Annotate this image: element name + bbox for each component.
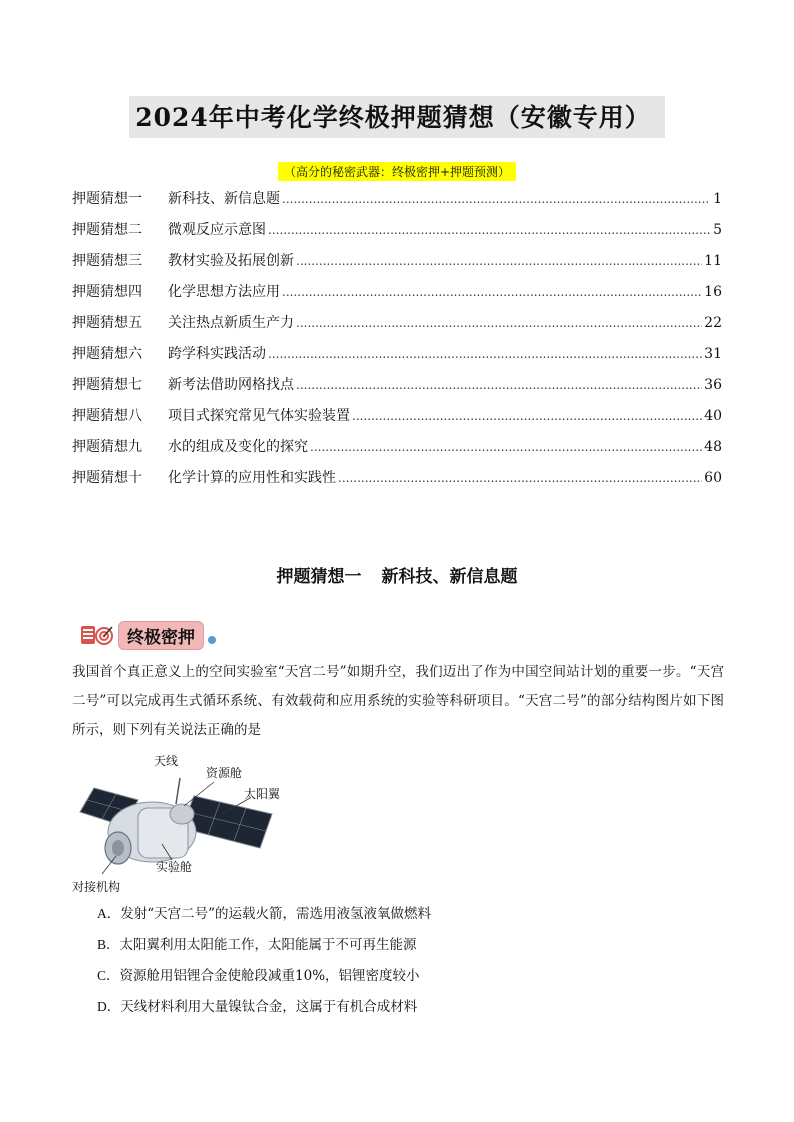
toc-leader-dots xyxy=(338,471,702,485)
toc-title: 新科技、新信息题 xyxy=(168,191,280,207)
option-key: A． xyxy=(97,906,121,921)
toc-label: 押题猜想九 xyxy=(72,439,142,455)
option-b[interactable] xyxy=(97,929,717,960)
toc-row[interactable] xyxy=(72,405,722,436)
toc-label: 押题猜想七 xyxy=(72,377,142,393)
section-label: 押题猜想一 xyxy=(276,567,362,587)
figure-label-solar-wing: 太阳翼 xyxy=(244,787,281,801)
toc-label: 押题猜想八 xyxy=(72,408,142,424)
toc-leader-dots xyxy=(296,316,702,330)
option-a[interactable] xyxy=(97,898,717,929)
title-container xyxy=(0,96,794,138)
figure-label-antenna: 天线 xyxy=(154,754,179,768)
toc-page-number: 31 xyxy=(704,346,722,362)
toc-title: 微观反应示意图 xyxy=(168,222,266,238)
toc-title: 项目式探究常见气体实验装置 xyxy=(168,408,350,424)
section-banner xyxy=(80,621,216,649)
toc-row[interactable] xyxy=(72,281,722,312)
option-text: 发射“天宫二号”的运载火箭，需选用液氢液氧做燃料 xyxy=(120,906,432,922)
toc-label: 押题猜想二 xyxy=(72,222,142,238)
toc-page-number: 1 xyxy=(713,191,722,207)
toc-leader-dots xyxy=(268,347,702,361)
option-key: D． xyxy=(97,999,121,1014)
toc-row[interactable] xyxy=(72,436,722,467)
toc-title: 教材实验及拓展创新 xyxy=(168,253,294,269)
toc-page-number: 22 xyxy=(704,315,722,331)
toc-row[interactable] xyxy=(72,188,722,219)
table-of-contents xyxy=(72,188,722,498)
toc-title: 化学思想方法应用 xyxy=(168,284,280,300)
figure-label-docking: 对接机构 xyxy=(72,880,121,894)
dot-icon xyxy=(208,636,216,644)
toc-page-number: 40 xyxy=(704,408,722,424)
toc-leader-dots xyxy=(310,440,702,454)
document-title: 2024年中考化学终极押题猜想（安徽专用） xyxy=(129,96,665,138)
banner-label: 终极密押 xyxy=(118,621,204,650)
toc-page-number: 5 xyxy=(713,222,722,238)
toc-leader-dots xyxy=(282,285,702,299)
toc-page-number: 11 xyxy=(704,253,722,269)
section-heading xyxy=(0,562,794,587)
toc-row[interactable] xyxy=(72,219,722,250)
toc-page-number: 48 xyxy=(704,439,722,455)
toc-label: 押题猜想十 xyxy=(72,470,142,486)
toc-title: 化学计算的应用性和实践性 xyxy=(168,470,336,486)
section-title: 新科技、新信息题 xyxy=(381,567,518,587)
document-subtitle: （高分的秘密武器：终极密押+押题预测） xyxy=(278,162,516,181)
toc-row[interactable] xyxy=(72,312,722,343)
toc-leader-dots xyxy=(268,223,710,237)
option-text: 资源舱用铝锂合金使舱段减重10%，铝锂密度较小 xyxy=(119,968,420,984)
tiangong-figure xyxy=(72,748,312,894)
toc-title: 新考法借助网格找点 xyxy=(168,377,294,393)
toc-label: 押题猜想六 xyxy=(72,346,142,362)
toc-leader-dots xyxy=(352,409,702,423)
toc-leader-dots xyxy=(296,378,702,392)
toc-label: 押题猜想三 xyxy=(72,253,142,269)
figure-label-experiment-module: 实验舱 xyxy=(156,860,193,874)
toc-label: 押题猜想四 xyxy=(72,284,142,300)
toc-title: 水的组成及变化的探究 xyxy=(168,439,308,455)
option-d[interactable] xyxy=(97,991,717,1022)
figure-label-resource-module: 资源舱 xyxy=(206,766,243,780)
toc-page-number: 60 xyxy=(704,470,722,486)
toc-title: 跨学科实践活动 xyxy=(168,346,266,362)
toc-label: 押题猜想五 xyxy=(72,315,142,331)
subtitle-container xyxy=(0,161,794,181)
toc-leader-dots xyxy=(296,254,702,268)
toc-row[interactable] xyxy=(72,343,722,374)
toc-page-number: 36 xyxy=(704,377,722,393)
target-dart-icon xyxy=(80,622,114,648)
option-c[interactable] xyxy=(97,960,717,991)
toc-row[interactable] xyxy=(72,467,722,498)
question-stem: 我国首个真正意义上的空间实验室“天宫二号”如期升空，我们迈出了作为中国空间站计划的重要一步。“天宫二号”可以完成再生式循环系统、有效载荷和应用系统的实验等科研项目。“天宫二号”的部分结构图片如下图所示，则下列有关说法正确的是 xyxy=(72,664,724,738)
toc-page-number: 16 xyxy=(704,284,722,300)
option-text: 天线材料利用大量镍钛合金，这属于有机合成材料 xyxy=(120,999,418,1015)
option-text: 太阳翼利用太阳能工作，太阳能属于不可再生能源 xyxy=(119,937,417,953)
option-key: B． xyxy=(97,937,120,952)
toc-title: 关注热点新质生产力 xyxy=(168,315,294,331)
toc-row[interactable] xyxy=(72,374,722,405)
answer-options xyxy=(97,898,717,1022)
toc-label: 押题猜想一 xyxy=(72,191,142,207)
toc-row[interactable] xyxy=(72,250,722,281)
toc-leader-dots xyxy=(282,192,710,206)
option-key: C． xyxy=(97,968,120,983)
